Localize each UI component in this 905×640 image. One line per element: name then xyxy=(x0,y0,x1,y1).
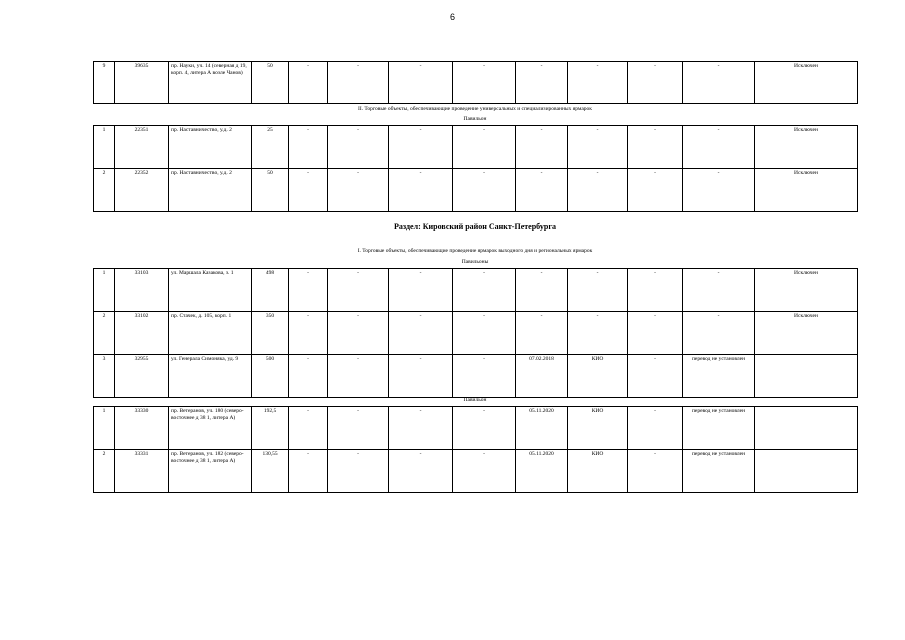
table-cell: - xyxy=(683,126,755,169)
table-cell: Исключен xyxy=(755,312,858,355)
table-2 xyxy=(93,125,858,212)
table-cell: 3 xyxy=(94,355,115,398)
table-cell: 2 xyxy=(94,450,115,493)
table-cell: - xyxy=(516,269,568,312)
table-cell: 498 xyxy=(252,269,289,312)
table-row xyxy=(94,355,858,398)
table-cell: 9 xyxy=(94,62,115,104)
table-cell: 33330 xyxy=(115,407,169,450)
table-cell: - xyxy=(389,407,453,450)
caption-type2: II. Торговые объекты, обеспечивающие проведение универсальных и специализированных ярмарок xyxy=(358,106,592,112)
table-cell: 05.11.2020 xyxy=(516,450,568,493)
table-cell: - xyxy=(289,169,328,212)
table-cell: КИО xyxy=(568,355,628,398)
table-cell: 25 xyxy=(252,126,289,169)
caption-pavilion2: Павильон xyxy=(463,397,487,403)
table-row xyxy=(94,269,858,312)
table-cell: - xyxy=(568,126,628,169)
table-row xyxy=(94,450,858,493)
table-cell: - xyxy=(453,355,516,398)
caption-stands: Павильоны xyxy=(461,259,489,265)
table-cell: - xyxy=(328,355,389,398)
table-cell: - xyxy=(289,407,328,450)
table-cell: - xyxy=(683,312,755,355)
table-cell: 50 xyxy=(252,62,289,104)
table-cell: пр. Науки, уч. 14 (северная д 19, корп. 4, литера А возле Чанов) xyxy=(169,62,252,104)
table-cell: - xyxy=(516,126,568,169)
table-cell: пр. Ветеранов, уч. 182 (северо-восточнее д 38 1, литера А) xyxy=(169,450,252,493)
table-cell: 2 xyxy=(94,169,115,212)
table-cell: - xyxy=(568,62,628,104)
table-cell: - xyxy=(453,269,516,312)
table-cell: перевод не установлен xyxy=(683,450,755,493)
table-cell: КИО xyxy=(568,407,628,450)
table-1 xyxy=(93,61,858,104)
table-cell: - xyxy=(453,450,516,493)
table-cell: 05.11.2020 xyxy=(516,407,568,450)
table-cell: - xyxy=(328,450,389,493)
table-cell: ул. Маршала Казакова, з. 1 xyxy=(169,269,252,312)
table-cell: - xyxy=(516,169,568,212)
table-cell: 33331 xyxy=(115,450,169,493)
table-cell: - xyxy=(516,62,568,104)
table-cell: - xyxy=(389,169,453,212)
table-cell: - xyxy=(453,407,516,450)
table-cell xyxy=(755,450,858,493)
caption-pavilions: Павильон xyxy=(463,116,487,122)
table-cell: перевод не установлен xyxy=(683,407,755,450)
table-cell: - xyxy=(628,312,683,355)
table-cell: Исключен xyxy=(755,62,858,104)
table-cell: - xyxy=(568,169,628,212)
table-cell: - xyxy=(289,450,328,493)
table-row xyxy=(94,407,858,450)
table-cell: пр. Наставничество, у.д. 2 xyxy=(169,169,252,212)
table-cell: - xyxy=(628,355,683,398)
table-cell: ул. Генерала Симоняка, уд. 9 xyxy=(169,355,252,398)
table-cell xyxy=(755,355,858,398)
table-cell: - xyxy=(683,62,755,104)
table-row xyxy=(94,312,858,355)
table-cell: 39635 xyxy=(115,62,169,104)
table-cell: - xyxy=(289,355,328,398)
table-cell: пр. Наставничество, у.д. 2 xyxy=(169,126,252,169)
table-cell: - xyxy=(389,62,453,104)
table-cell: - xyxy=(289,312,328,355)
caption-type1: I. Торговые объекты, обеспечивающие проведение ярмарок выходного дня и региональных ярмарок xyxy=(357,248,593,254)
table-cell: 1 xyxy=(94,126,115,169)
table-cell: - xyxy=(289,269,328,312)
table-cell: - xyxy=(568,312,628,355)
table-cell: - xyxy=(389,269,453,312)
table-row xyxy=(94,126,858,169)
page-number: 6 xyxy=(449,12,455,22)
table-cell: - xyxy=(628,126,683,169)
table-cell: - xyxy=(289,62,328,104)
table-cell: - xyxy=(628,62,683,104)
table-cell: 33103 xyxy=(115,269,169,312)
table-cell: - xyxy=(628,450,683,493)
table-cell: - xyxy=(628,407,683,450)
table-cell: - xyxy=(328,269,389,312)
section-title: Раздел: Кировский район Санкт-Петербурга xyxy=(394,222,556,231)
table-cell: пр. Стачек, д. 105, корп. 1 xyxy=(169,312,252,355)
table-cell: 2 xyxy=(94,312,115,355)
table-row xyxy=(94,62,858,104)
table-cell: - xyxy=(389,355,453,398)
table-cell: 130,55 xyxy=(252,450,289,493)
table-cell: 1 xyxy=(94,269,115,312)
table-cell: 50 xyxy=(252,169,289,212)
table-cell: 32955 xyxy=(115,355,169,398)
table-cell: 192,5 xyxy=(252,407,289,450)
table-cell: - xyxy=(453,126,516,169)
table-cell: - xyxy=(389,450,453,493)
table-cell: пр. Ветеранов, уч. 180 (северо-восточнее д 38 1, литера А) xyxy=(169,407,252,450)
table-3 xyxy=(93,268,858,398)
table-cell: - xyxy=(628,269,683,312)
table-cell: КИО xyxy=(568,450,628,493)
table-cell: - xyxy=(453,62,516,104)
table-cell: - xyxy=(628,169,683,212)
table-cell: 22352 xyxy=(115,169,169,212)
table-cell: - xyxy=(389,312,453,355)
table-cell: Исключен xyxy=(755,126,858,169)
table-cell: - xyxy=(453,312,516,355)
table-cell: - xyxy=(328,169,389,212)
table-cell: 1 xyxy=(94,407,115,450)
table-row xyxy=(94,169,858,212)
table-cell xyxy=(755,407,858,450)
table-cell: перевод не установлен xyxy=(683,355,755,398)
table-cell: - xyxy=(683,269,755,312)
table-cell: - xyxy=(683,169,755,212)
table-cell: - xyxy=(328,62,389,104)
table-cell: 350 xyxy=(252,312,289,355)
table-cell: - xyxy=(453,169,516,212)
table-cell: 22351 xyxy=(115,126,169,169)
table-cell: 33102 xyxy=(115,312,169,355)
table-cell: Исключен xyxy=(755,169,858,212)
table-cell: - xyxy=(328,126,389,169)
table-cell: - xyxy=(568,269,628,312)
table-cell: 07.02.2018 xyxy=(516,355,568,398)
table-cell: - xyxy=(328,312,389,355)
table-4 xyxy=(93,406,858,493)
table-cell: 500 xyxy=(252,355,289,398)
table-cell: - xyxy=(289,126,328,169)
table-cell: Исключен xyxy=(755,269,858,312)
table-cell: - xyxy=(389,126,453,169)
table-cell: - xyxy=(328,407,389,450)
table-cell: - xyxy=(516,312,568,355)
